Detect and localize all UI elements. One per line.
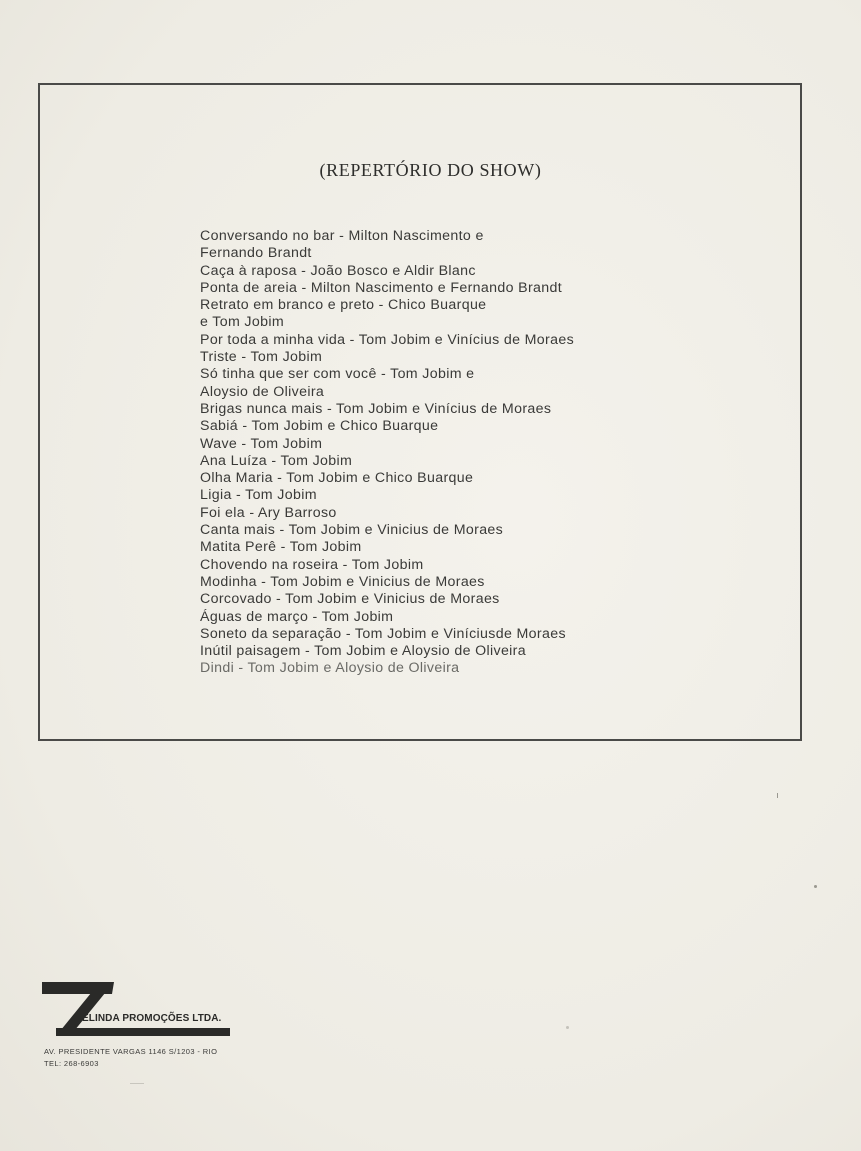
paper-speck [814,885,817,888]
song-line: Ponta de areia - Milton Nascimento e Fernando Brandt [200,279,563,296]
repertoire-title: (REPERTÓRIO DO SHOW) [319,160,542,180]
song-line: Aloysio de Oliveira [200,383,325,400]
song-line: Soneto da separação - Tom Jobim e Viníciusde Moraes [200,625,566,642]
song-line: Ligia - Tom Jobim [200,487,317,504]
song-line: Matita Perê - Tom Jobim [200,539,362,556]
song-line: Wave - Tom Jobim [200,435,323,452]
company-phone: TEL: 268-6903 [44,1059,99,1068]
song-list [200,228,640,678]
zelinda-logo [42,980,242,1040]
song-line: Fernando Brandt [200,245,312,262]
paper-speck [777,793,778,798]
song-line: Foi ela - Ary Barroso [200,504,337,521]
song-line: Brigas nunca mais - Tom Jobim e Vinícius de Moraes [200,400,552,417]
song-line: e Tom Jobim [200,314,285,331]
paper-speck [130,1083,144,1084]
company-name: ELINDA PROMOÇÕES LTDA. [82,1013,222,1024]
z-logo-icon [42,980,242,1040]
song-line: Modinha - Tom Jobim e Vinicius de Moraes [200,573,485,590]
song-line: Ana Luíza - Tom Jobim [200,452,353,469]
song-line: Triste - Tom Jobim [200,349,323,366]
song-line: Chovendo na roseira - Tom Jobim [200,556,424,573]
song-line: Sabiá - Tom Jobim e Chico Buarque [200,418,439,435]
paper-speck [566,1026,569,1029]
song-line: Só tinha que ser com você - Tom Jobim e [200,366,475,383]
company-address: AV. PRESIDENTE VARGAS 1146 S/1203 - RIO [44,1047,218,1056]
song-line: Canta mais - Tom Jobim e Vinicius de Moraes [200,522,504,539]
song-line: Águas de março - Tom Jobim [200,608,394,625]
song-line: Olha Maria - Tom Jobim e Chico Buarque [200,470,474,487]
song-line: Caça à raposa - João Bosco e Aldir Blanc [200,262,476,279]
song-line: Corcovado - Tom Jobim e Vinicius de Moraes [200,591,500,608]
song-line: Conversando no bar - Milton Nascimento e [200,228,484,244]
song-line: Dindi - Tom Jobim e Aloysio de Oliveira [200,660,460,677]
song-line: Retrato em branco e preto - Chico Buarque [200,297,487,314]
song-line: Inútil paisagem - Tom Jobim e Aloysio de Oliveira [200,643,526,660]
song-line: Por toda a minha vida - Tom Jobim e Vinícius de Moraes [200,331,575,348]
